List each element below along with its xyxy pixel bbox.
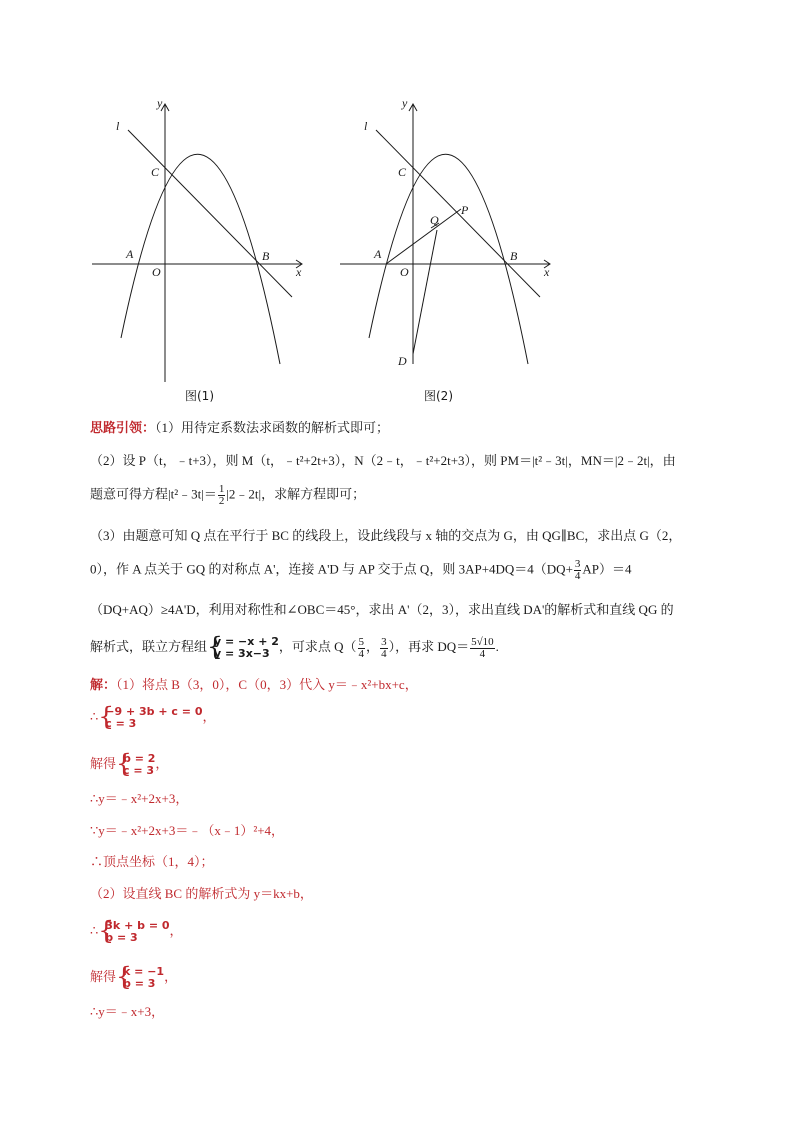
solution-step-4: ∴y＝﹣x²+2x+3， — [90, 791, 189, 806]
fraction-dq: $\frac{5√10}{4}$ — [471, 635, 494, 660]
hint-part-3a: （3）由题意可知 Q 点在平行于 BC 的线段上，设此线段与 x 轴的交点为 G，由 QG∥BC，求出点 G（2， — [90, 528, 682, 543]
hint-label: 思路引领： — [90, 420, 156, 435]
fig2-C-label: C — [398, 165, 407, 179]
figures — [88, 92, 568, 410]
segment-DQ — [413, 230, 437, 354]
hint-part-1: （1）用待定系数法求函数的解析式即可； — [155, 420, 390, 435]
hint-part-3c: （DQ+AQ）≥4A'D，利用对称性和∠OBC＝45°，求出 A'（2，3），求出直线 DA'的解析式和直线 QG 的 — [90, 602, 674, 617]
solution-step-6: ∴顶点坐标（1，4）； — [90, 854, 214, 869]
fraction-three-quarters: $\frac{3}{4}$ — [574, 558, 581, 582]
hint-part-3d-mid: ，可求点 Q（ — [278, 638, 357, 654]
equation-system-2: { 3k + b = 0 b = 3 — [98, 916, 170, 945]
solve-label: 解得 — [90, 755, 117, 771]
fig1-l-label: l — [116, 119, 120, 133]
fig2-Q-label: Q — [430, 213, 439, 227]
hint-line-2b — [90, 484, 365, 507]
equation-system-lines: { y = −x + 2 y = 3x−3 — [207, 632, 279, 661]
fig1-x-label: x — [296, 265, 302, 279]
figure-2-graph — [340, 104, 550, 364]
equation-system-1: { −9 + 3b + c = 0 c = 3 — [98, 702, 203, 731]
fig2-y-label: y — [402, 96, 408, 110]
fig1-caption: 图(1) — [185, 389, 214, 403]
hint-part-3b-post: AP）＝4 — [582, 561, 632, 577]
hint-part-3d-pre: 解析式，联立方程组 — [90, 638, 208, 654]
fig2-caption: 图(2) — [424, 389, 453, 403]
fig1-parabola — [121, 154, 280, 364]
graph-figures — [88, 92, 568, 410]
solution-label: 解： — [90, 677, 117, 692]
solution-step-7: （2）设直线 BC 的解析式为 y＝kx+b， — [90, 886, 313, 901]
fig2-l-label: l — [364, 119, 368, 133]
fig2-B-label: B — [510, 249, 518, 263]
hint-line-3b — [90, 559, 632, 582]
solution-line-3: 解得 { b = 2 c = 3 ， — [90, 749, 169, 778]
segment-AP — [386, 209, 461, 264]
solution-step-1: （1）将点 B（3，0），C（0，3）代入 y＝﹣x²+bx+c， — [116, 677, 418, 692]
solution-step-10: ∴y＝﹣x+3， — [90, 1004, 165, 1019]
fraction-q-y: $\frac{3}{4}$ — [381, 635, 387, 660]
fraction-q-x: $\frac{5}{4}$ — [358, 635, 365, 660]
figure-1-graph — [92, 104, 302, 382]
hint-part-3b-pre: 0），作 A 点关于 GQ 的对称点 A'，连接 A'D 与 AP 交于点 Q，则 3AP+4DQ＝4（DQ+ — [90, 561, 573, 577]
hint-part-2a: （2）设 P（t，﹣t+3），则 M（t，﹣t²+2t+3），N（2﹣t，﹣t²+2t+3），则 PM＝|t²﹣3t|，MN＝|2﹣2t|，由 — [90, 453, 676, 468]
fig1-O-label: O — [152, 265, 161, 279]
fig2-O-label: O — [400, 265, 409, 279]
solution-line-2: ∴ { −9 + 3b + c = 0 c = 3 ， — [90, 702, 216, 731]
fig1-A-label: A — [126, 247, 134, 261]
hint-line-1 — [90, 419, 389, 437]
solution-system-2: { k = −1 b = 3 — [116, 962, 165, 991]
fraction-one-half: $\frac{1}{2}$ — [218, 483, 225, 507]
fig1-y-label: y — [157, 96, 163, 110]
hint-part-3d-mid2: ），再求 DQ＝ — [388, 638, 470, 654]
hint-part-3d-end: . — [495, 638, 499, 654]
hint-part-2b-pre: 题意可得方程|t²﹣3t|＝ — [90, 486, 217, 502]
fig2-P-label: P — [461, 203, 469, 217]
fig1-B-label: B — [262, 249, 270, 263]
solution-line-1 — [90, 676, 418, 694]
solution-step-5: ∵y＝﹣x²+2x+3＝﹣（x﹣1）²+4， — [90, 823, 285, 838]
fig2-A-label: A — [374, 247, 382, 261]
hint-line-3d: 解析式，联立方程组 { y = −x + 2 y = 3x−3 ，可求点 Q（ $\frac{5}{4}$ ， $\frac{3}{4}$ ），再求 DQ＝ $\frac{5√10}{4}$ . — [90, 632, 499, 661]
fig1-C-label: C — [151, 165, 160, 179]
solution-system-1: { b = 2 c = 3 — [116, 749, 156, 778]
fig2-D-label: D — [398, 354, 407, 368]
solution-line-8: ∴ { 3k + b = 0 b = 3 ， — [90, 916, 183, 945]
fig2-x-label: x — [544, 265, 550, 279]
solution-line-9: 解得 { k = −1 b = 3 ， — [90, 962, 178, 991]
therefore-symbol: ∴ — [90, 708, 99, 724]
hint-part-2b-post: |2﹣2t|，求解方程即可； — [226, 486, 366, 502]
